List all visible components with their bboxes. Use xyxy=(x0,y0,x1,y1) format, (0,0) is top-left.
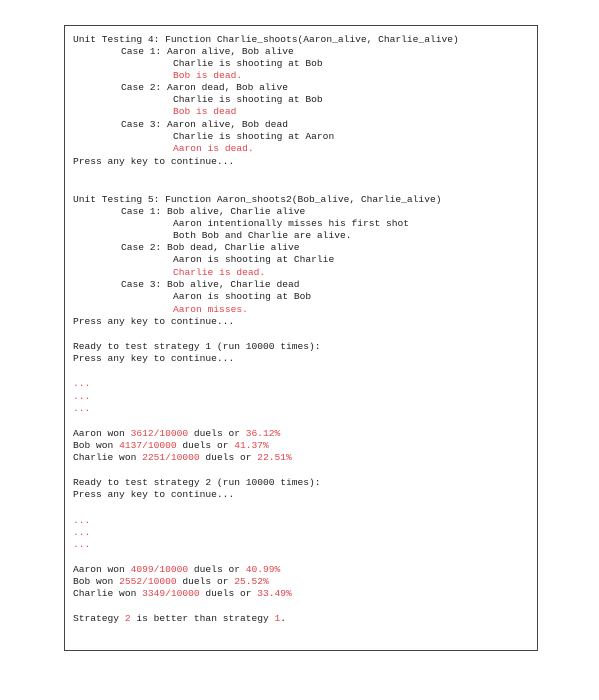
unit4-case3-action: Charlie is shooting at Aaron xyxy=(173,131,335,142)
strategy2-ellipsis: ... xyxy=(73,527,91,538)
unit5-press-key: Press any key to continue... xyxy=(73,316,235,327)
strategy1-ellipsis: ... xyxy=(73,403,91,414)
strategy-conclusion: Strategy 2 is better than strategy 1. xyxy=(73,613,287,624)
strategy1-bob-result: Bob won 4137/10000 duels or 41.37% xyxy=(73,440,269,451)
unit4-case1-action: Charlie is shooting at Bob xyxy=(173,58,323,69)
strategy2-charlie-result: Charlie won 3349/10000 duels or 33.49% xyxy=(73,588,292,599)
unit4-case3-result: Aaron is dead. xyxy=(173,143,254,154)
unit4-case1: Case 1: Aaron alive, Bob alive xyxy=(121,46,294,57)
unit5-case2-action: Aaron is shooting at Charlie xyxy=(173,254,335,265)
strategy2-press-key: Press any key to continue... xyxy=(73,489,235,500)
strategy2-ellipsis: ... xyxy=(73,515,91,526)
unit5-header: Unit Testing 5: Function Aaron_shoots2(Bob_alive, Charlie_alive) xyxy=(73,194,442,205)
unit5-case3-result: Aaron misses. xyxy=(173,304,248,315)
unit5-case3-action: Aaron is shooting at Bob xyxy=(173,291,312,302)
strategy2-bob-result: Bob won 2552/10000 duels or 25.52% xyxy=(73,576,269,587)
unit4-case3: Case 3: Aaron alive, Bob dead xyxy=(121,119,288,130)
unit5-case2: Case 2: Bob dead, Charlie alive xyxy=(121,242,300,253)
unit5-case1-action: Aaron intentionally misses his first shot xyxy=(173,218,410,229)
strategy2-aaron-result: Aaron won 4099/10000 duels or 40.99% xyxy=(73,564,281,575)
unit4-press-key: Press any key to continue... xyxy=(73,156,235,167)
strategy1-ready: Ready to test strategy 1 (run 10000 times): xyxy=(73,341,321,352)
unit4-case2: Case 2: Aaron dead, Bob alive xyxy=(121,82,288,93)
strategy2-ellipsis: ... xyxy=(73,539,91,550)
unit5-case3: Case 3: Bob alive, Charlie dead xyxy=(121,279,300,290)
strategy1-aaron-result: Aaron won 3612/10000 duels or 36.12% xyxy=(73,428,281,439)
console-output xyxy=(64,25,538,651)
unit4-case2-action: Charlie is shooting at Bob xyxy=(173,94,323,105)
unit5-case2-result: Charlie is dead. xyxy=(173,267,266,278)
unit5-case1: Case 1: Bob alive, Charlie alive xyxy=(121,206,306,217)
unit4-header: Unit Testing 4: Function Charlie_shoots(Aaron_alive, Charlie_alive) xyxy=(73,34,459,45)
strategy1-press-key: Press any key to continue... xyxy=(73,353,235,364)
unit4-case2-result: Bob is dead xyxy=(173,106,237,117)
unit4-case1-result: Bob is dead. xyxy=(173,70,243,81)
strategy1-ellipsis: ... xyxy=(73,378,91,389)
strategy1-ellipsis: ... xyxy=(73,391,91,402)
strategy1-charlie-result: Charlie won 2251/10000 duels or 22.51% xyxy=(73,452,292,463)
strategy2-ready: Ready to test strategy 2 (run 10000 times): xyxy=(73,477,321,488)
unit5-case1-result: Both Bob and Charlie are alive. xyxy=(173,230,352,241)
